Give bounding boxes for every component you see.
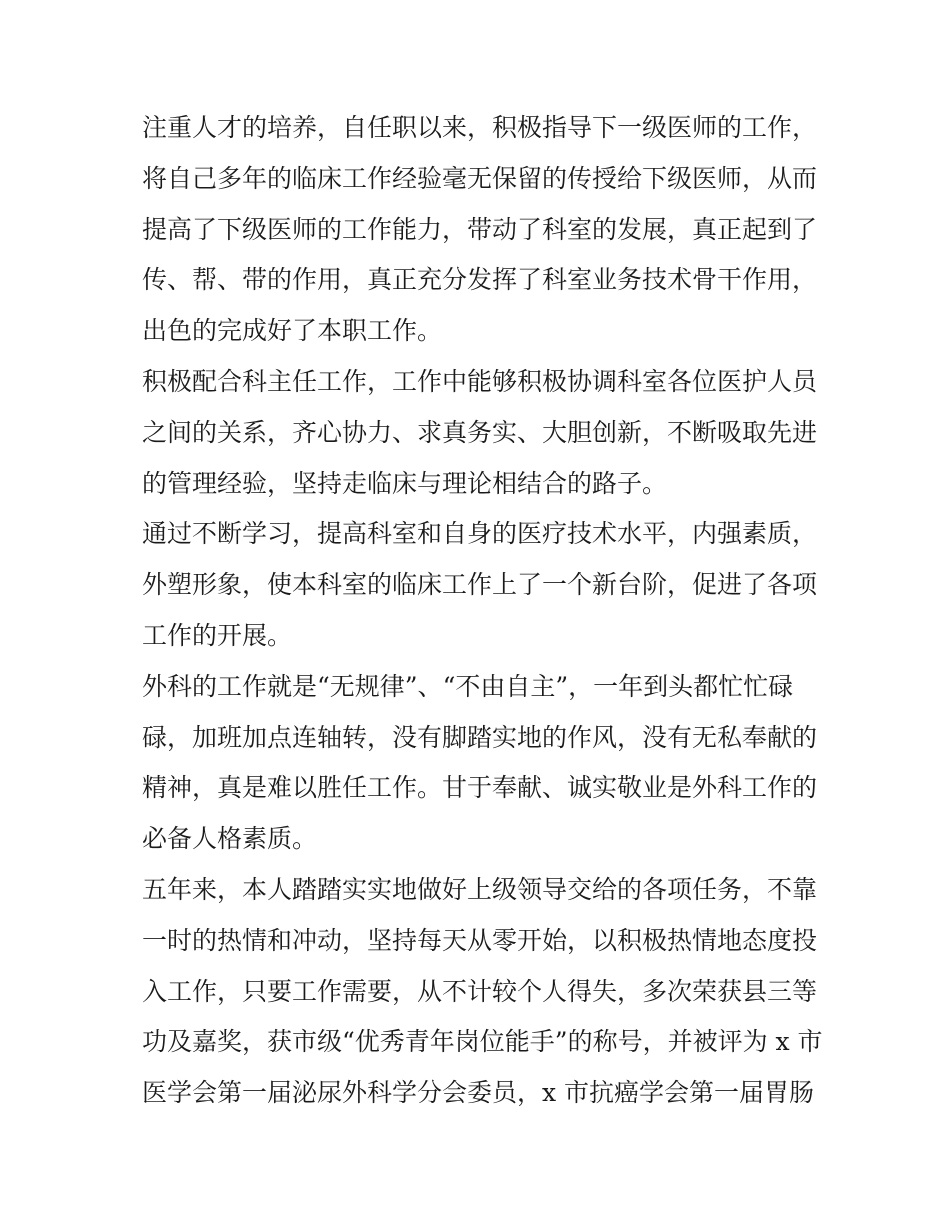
text-line: 外科的工作就是“无规律”、“不由自主”，一年到头都忙忙碌 <box>142 671 794 701</box>
text-line: 将自己多年的临床工作经验毫无保留的传授给下级医师，从而 <box>142 163 818 193</box>
text-line: 入工作，只要工作需要，从不计较个人得失，多次荣获县三等 <box>142 976 818 1006</box>
text-line: 传、帮、带的作用，真正充分发挥了科室业务技术骨干作用， <box>142 265 818 295</box>
text-line: 碌，加班加点连轴转，没有脚踏实地的作风，没有无私奉献的 <box>142 722 818 752</box>
text-line: 五年来，本人踏踏实实地做好上级领导交给的各项任务，不靠 <box>142 874 818 904</box>
text-line: 之间的关系，齐心协力、求真务实、大胆创新，不断吸取先进 <box>142 417 818 447</box>
text-line: 注重人才的培养，自任职以来，积极指导下一级医师的工作， <box>142 113 818 142</box>
text-line: 出色的完成好了本职工作。 <box>142 316 443 346</box>
text-line: 工作的开展。 <box>142 620 293 650</box>
text-line: 通过不断学习，提高科室和自身的医疗技术水平，内强素质， <box>142 519 818 549</box>
body-text <box>142 103 822 1119</box>
text-line: 一时的热情和冲动，坚持每天从零开始，以积极热情地态度投 <box>142 925 818 955</box>
text-line: 提高了下级医师的工作能力，带动了科室的发展，真正起到了 <box>142 214 818 244</box>
text-line: 医学会第一届泌尿外科学分会委员，x 市抗癌学会第一届胃肠 <box>142 1078 815 1108</box>
text-line: 必备人格素质。 <box>142 824 318 854</box>
text-line: 的管理经验，坚持走临床与理论相结合的路子。 <box>142 468 668 498</box>
text-line: 积极配合科主任工作，工作中能够积极协调科室各位医护人员 <box>142 366 818 396</box>
text-line: 精神，真是难以胜任工作。甘于奉献、诚实敬业是外科工作的 <box>142 773 818 803</box>
text-line: 外塑形象，使本科室的临床工作上了一个新台阶，促进了各项 <box>142 570 818 600</box>
text-line: 功及嘉奖，获市级“优秀青年岗位能手”的称号，并被评为 x 市 <box>142 1027 823 1057</box>
